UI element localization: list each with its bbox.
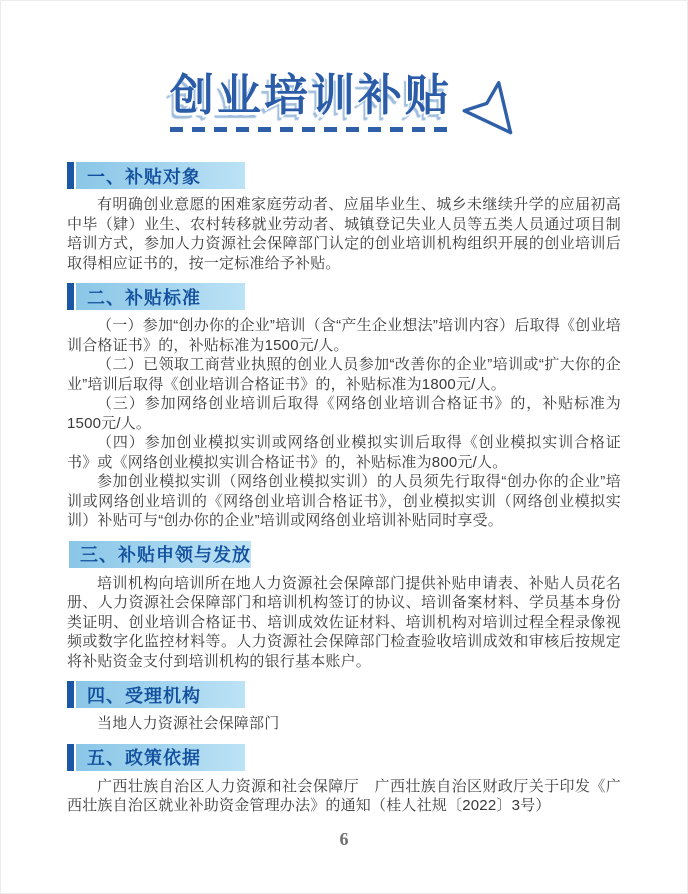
section-subsidy-standards — [67, 283, 621, 531]
section-heading: 五、政策依据 — [76, 744, 245, 771]
heading-accent-bar — [67, 681, 74, 708]
section-heading-bar — [67, 744, 245, 771]
paragraph: （三）参加网络创业培训后取得《网络创业培训合格证书》的，补贴标准为1500元/人。 — [67, 395, 621, 432]
section-heading-bar — [67, 541, 251, 568]
paragraph: （一）参加“创办你的企业”培训（含“产生企业想法”培训内容）后取得《创业培训合格证书》的，补贴标准为1500元/人。 — [67, 317, 621, 354]
section-heading-bar — [67, 162, 245, 189]
page-title: 创业培训补贴 — [170, 71, 452, 120]
section-heading: 四、受理机构 — [76, 681, 245, 708]
paragraph: （四）参加创业模拟实训或网络创业模拟实训后取得《创业模拟实训合格证书》或《网络创业模拟实训合格证书》的，补贴标准为800元/人。 — [67, 434, 621, 471]
section-application-and-disbursement — [67, 541, 621, 672]
page-header — [67, 73, 621, 135]
title-block — [170, 73, 452, 132]
section-policy-basis — [67, 744, 621, 816]
section-heading-bar — [67, 283, 245, 310]
section-heading: 一、补贴对象 — [76, 162, 245, 189]
heading-accent-bar — [67, 283, 74, 310]
paragraph: 有明确创业意愿的困难家庭劳动者、应届毕业生、城乡未继续升学的应届初高中毕（肄）业生、农村转移就业劳动者、城镇登记失业人员等五类人员通过项目制培训方式，参加人力资源社会保障部门认定的创业培训机构组织开展的创业培训后取得相应证书的，按一定标准给予补贴。 — [67, 196, 621, 272]
heading-accent-bar — [67, 744, 74, 771]
section-accepting-agency — [67, 681, 621, 734]
paragraph: 培训机构向培训所在地人力资源社会保障部门提供补贴申请表、补贴人员花名册、人力资源社会保障部门和培训机构签订的协议、培训备案材料、学员基本身份类证明、创业培训合格证书、培训成效佐证材料、培训机构对培训过程全程录像视频或数字化监控材料等。人力资源社会保障部门检查验收培训成效和审核后按规定将补贴资金支付到培训机构的银行基本账户。 — [67, 574, 621, 670]
section-heading: 二、补贴标准 — [76, 283, 245, 310]
section-subsidy-targets — [67, 162, 621, 273]
section-heading: 三、补贴申领与发放 — [69, 541, 251, 568]
paragraph: 当地人力资源社会保障部门 — [97, 715, 280, 732]
title-dashed-underline — [170, 127, 452, 132]
heading-accent-bar — [67, 162, 74, 189]
paper-plane-icon — [460, 77, 518, 135]
paragraph: 广西壮族自治区人力资源和社会保障厅 广西壮族自治区财政厅关于印发《广西壮族自治区就业补助资金管理办法》的通知（桂人社规〔2022〕3号） — [67, 777, 621, 814]
paragraph: （二）已领取工商营业执照的创业人员参加“改善你的企业”培训或“扩大你的企业”培训后取得《创业培训合格证书》的，补贴标准为1800元/人。 — [67, 356, 621, 393]
section-heading-bar — [67, 681, 245, 708]
paragraph: 参加创业模拟实训（网络创业模拟实训）的人员须先行取得“创办你的企业”培训或网络创业培训的《网络创业培训合格证书》，创业模拟实训（网络创业模拟实训）补贴可与“创办你的企业”培训或网络创业培训补贴同时享受。 — [67, 473, 621, 529]
page-number: 6 — [339, 828, 349, 849]
